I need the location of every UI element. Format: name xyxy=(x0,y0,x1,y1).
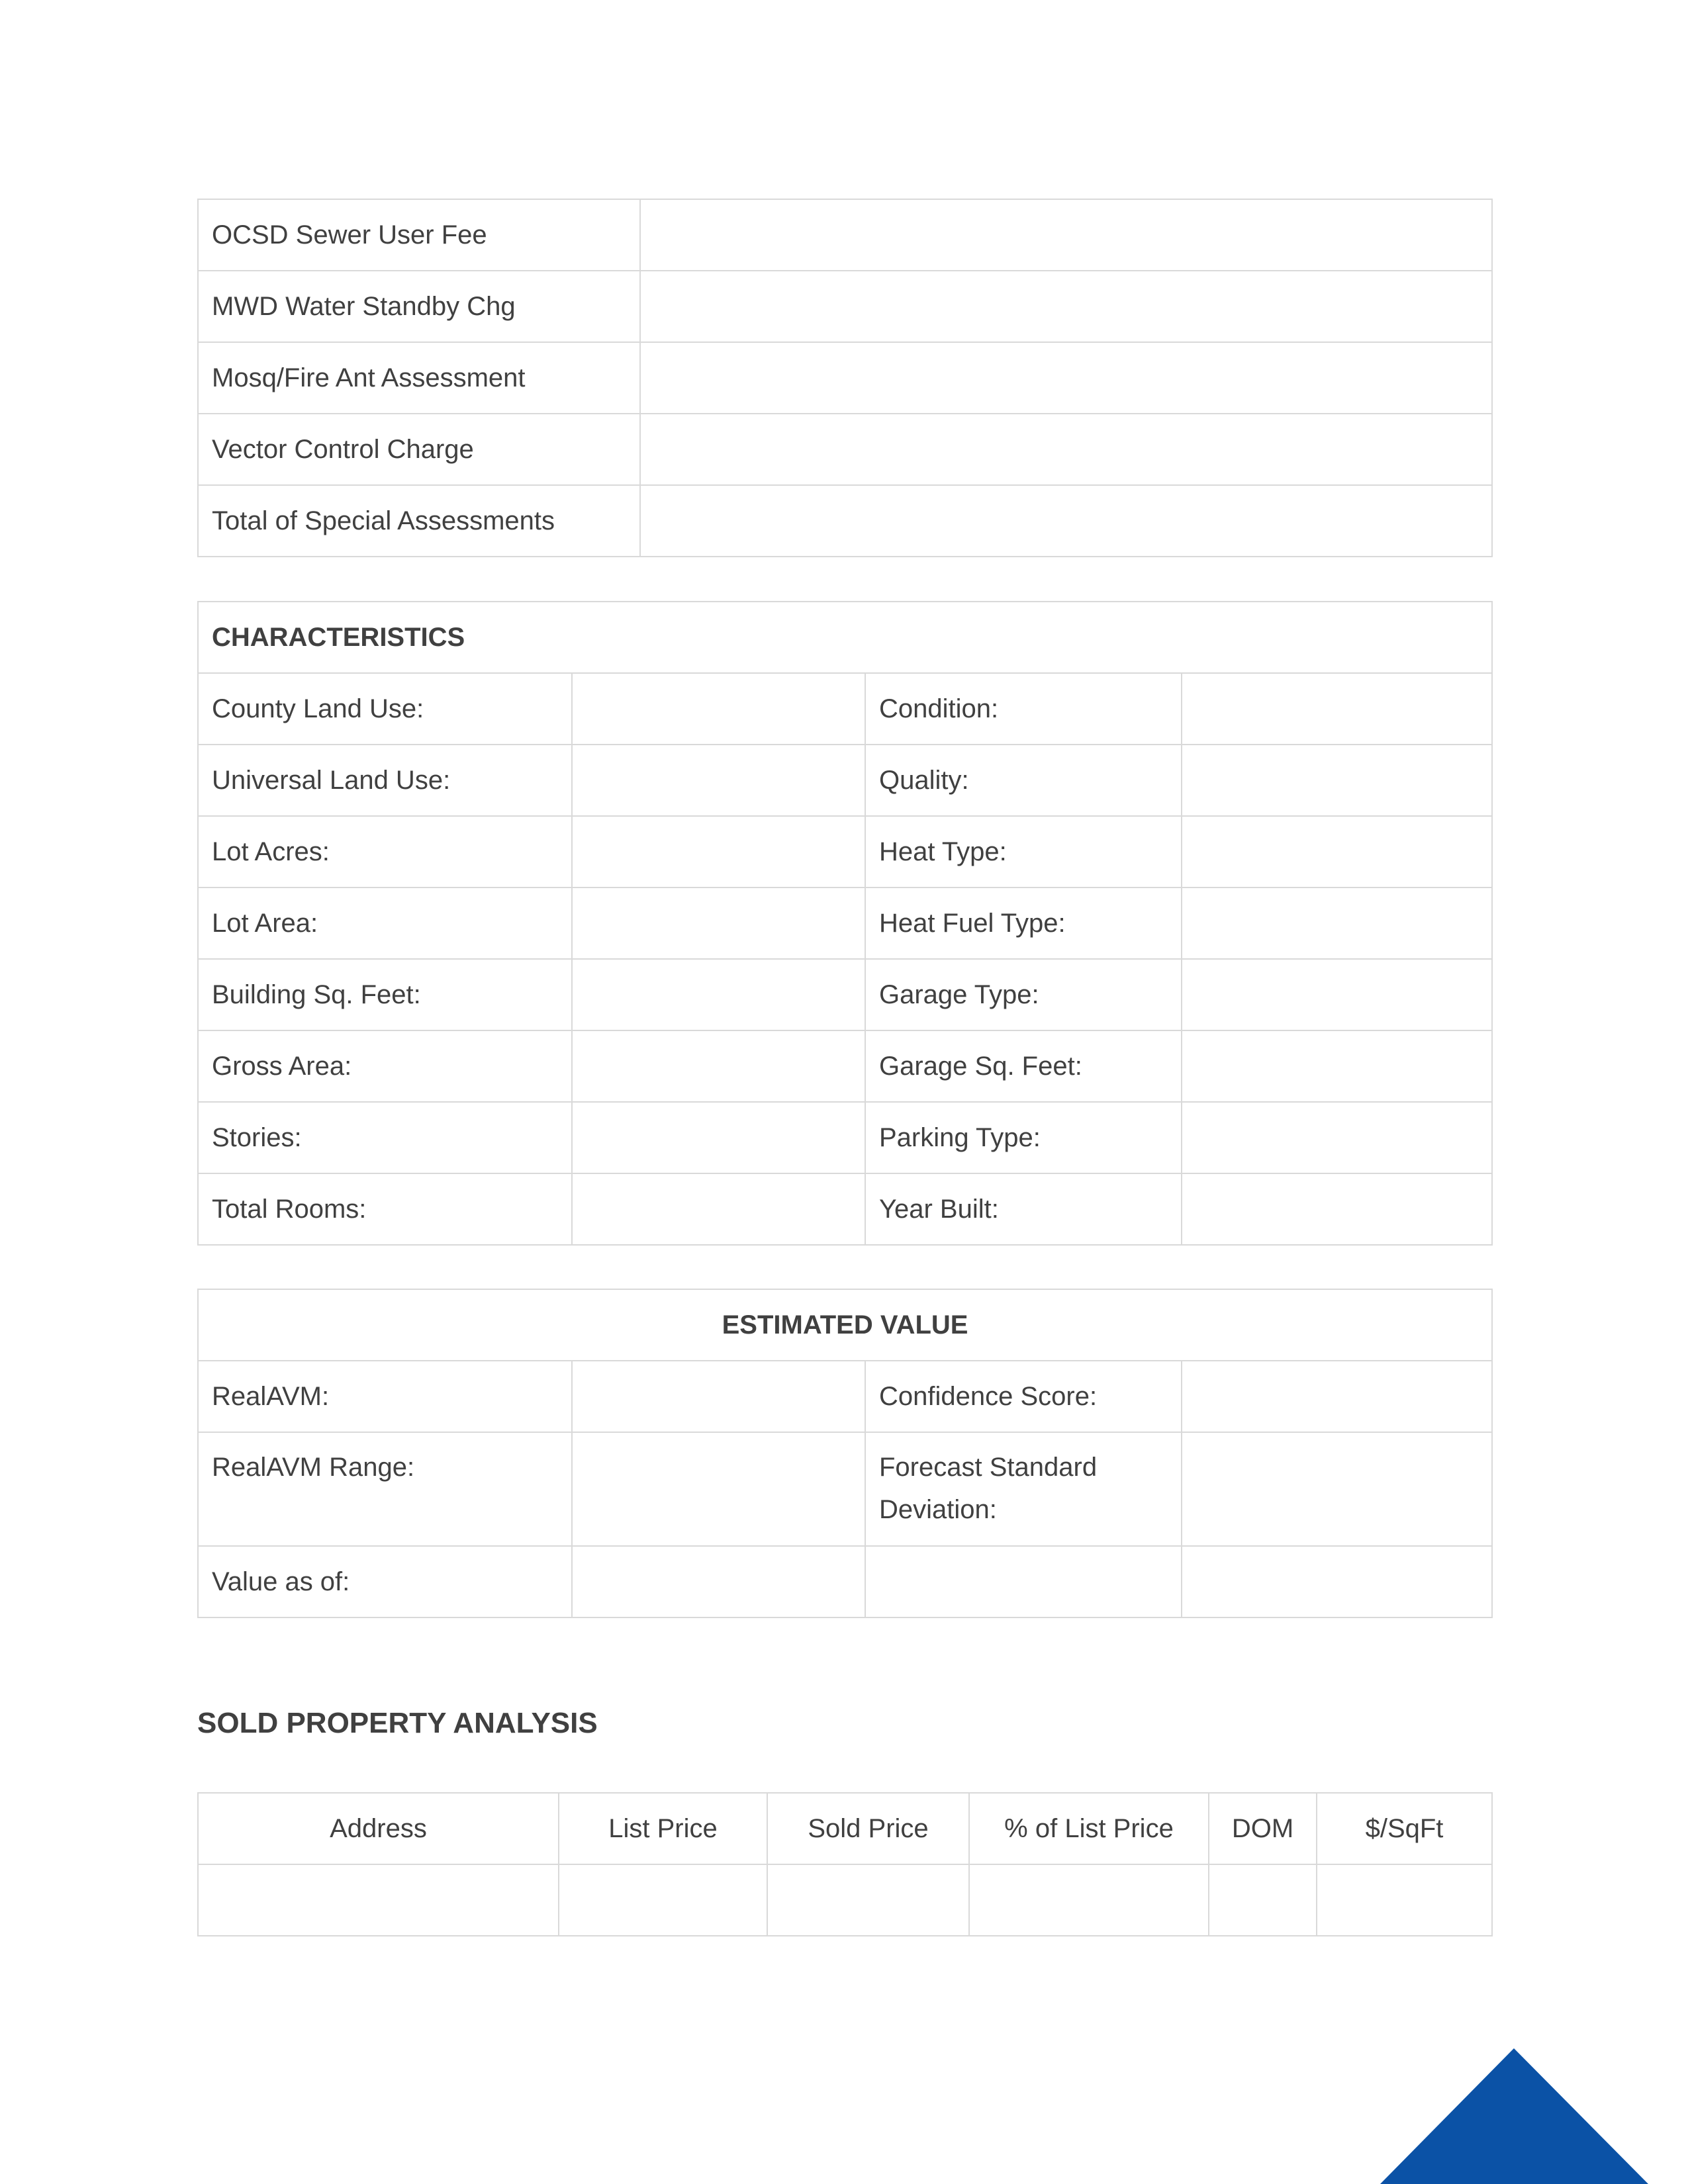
table-row xyxy=(198,342,1492,414)
assessment-value xyxy=(640,414,1492,485)
table-row xyxy=(198,1546,1492,1617)
characteristic-label: Quality: xyxy=(865,745,1182,816)
table-row xyxy=(198,959,1492,1030)
table-row xyxy=(198,887,1492,959)
table-row xyxy=(198,1864,1492,1936)
table-row xyxy=(198,414,1492,485)
characteristic-label: Heat Type: xyxy=(865,816,1182,887)
column-header-address: Address xyxy=(198,1793,559,1864)
characteristics-title: CHARACTERISTICS xyxy=(198,602,1492,673)
table-row xyxy=(198,485,1492,557)
table-header-row xyxy=(198,602,1492,673)
column-header-percent-of-list: % of List Price xyxy=(969,1793,1209,1864)
assessment-value xyxy=(640,485,1492,557)
assessment-label: Total of Special Assessments xyxy=(198,485,640,557)
estimate-value xyxy=(572,1361,865,1432)
table-cell xyxy=(198,1864,559,1936)
estimated-value-table xyxy=(197,1289,1493,1618)
table-cell xyxy=(767,1864,969,1936)
table-row xyxy=(198,1432,1492,1546)
sold-property-table xyxy=(197,1792,1493,1936)
table-row xyxy=(198,745,1492,816)
column-header-list-price: List Price xyxy=(559,1793,767,1864)
assessment-value xyxy=(640,199,1492,271)
characteristic-label: Lot Area: xyxy=(198,887,572,959)
assessment-value xyxy=(640,271,1492,342)
characteristic-value xyxy=(1182,1173,1492,1245)
characteristic-label: Stories: xyxy=(198,1102,572,1173)
table-row xyxy=(198,271,1492,342)
estimate-value xyxy=(572,1432,865,1546)
characteristic-label: Garage Type: xyxy=(865,959,1182,1030)
special-assessments-table xyxy=(197,199,1493,557)
table-header-row xyxy=(198,1289,1492,1361)
characteristic-label: Year Built: xyxy=(865,1173,1182,1245)
table-row xyxy=(198,1361,1492,1432)
characteristic-label: Gross Area: xyxy=(198,1030,572,1102)
table-row xyxy=(198,673,1492,745)
estimate-label: RealAVM Range: xyxy=(198,1432,572,1546)
characteristic-value xyxy=(572,1102,865,1173)
assessment-label: OCSD Sewer User Fee xyxy=(198,199,640,271)
estimate-label: Value as of: xyxy=(198,1546,572,1617)
characteristic-label: Building Sq. Feet: xyxy=(198,959,572,1030)
estimate-value xyxy=(572,1546,865,1617)
characteristic-label: Total Rooms: xyxy=(198,1173,572,1245)
characteristic-value xyxy=(1182,887,1492,959)
table-cell xyxy=(969,1864,1209,1936)
assessment-label: Vector Control Charge xyxy=(198,414,640,485)
table-cell xyxy=(559,1864,767,1936)
characteristic-value xyxy=(572,959,865,1030)
characteristic-value xyxy=(1182,1102,1492,1173)
characteristic-label: Heat Fuel Type: xyxy=(865,887,1182,959)
characteristic-value xyxy=(572,1030,865,1102)
characteristics-table xyxy=(197,601,1493,1246)
decorative-triangle-shape xyxy=(1380,2048,1648,2184)
characteristic-value xyxy=(1182,745,1492,816)
characteristic-value xyxy=(1182,673,1492,745)
characteristic-value xyxy=(1182,816,1492,887)
estimate-value xyxy=(1182,1546,1492,1617)
characteristic-value xyxy=(572,673,865,745)
characteristic-label: Garage Sq. Feet: xyxy=(865,1030,1182,1102)
estimate-value xyxy=(1182,1432,1492,1546)
estimate-label xyxy=(865,1546,1182,1617)
characteristic-label: Parking Type: xyxy=(865,1102,1182,1173)
characteristic-value xyxy=(572,816,865,887)
estimate-value xyxy=(1182,1361,1492,1432)
estimate-label: Confidence Score: xyxy=(865,1361,1182,1432)
table-row xyxy=(198,199,1492,271)
assessment-label: Mosq/Fire Ant Assessment xyxy=(198,342,640,414)
characteristic-value xyxy=(1182,959,1492,1030)
estimated-value-title: ESTIMATED VALUE xyxy=(198,1289,1492,1361)
characteristic-value xyxy=(572,1173,865,1245)
characteristic-label: Condition: xyxy=(865,673,1182,745)
characteristic-value xyxy=(572,887,865,959)
column-header-dom: DOM xyxy=(1209,1793,1317,1864)
assessment-value xyxy=(640,342,1492,414)
characteristic-value xyxy=(572,745,865,816)
column-header-price-per-sqft: $/SqFt xyxy=(1317,1793,1492,1864)
table-row xyxy=(198,1173,1492,1245)
characteristic-label: Universal Land Use: xyxy=(198,745,572,816)
column-header-sold-price: Sold Price xyxy=(767,1793,969,1864)
table-cell xyxy=(1317,1864,1492,1936)
sold-property-analysis-heading: SOLD PROPERTY ANALYSIS xyxy=(197,1707,598,1739)
assessment-label: MWD Water Standby Chg xyxy=(198,271,640,342)
estimate-label: RealAVM: xyxy=(198,1361,572,1432)
estimate-label: Forecast Standard Deviation: xyxy=(865,1432,1182,1546)
characteristic-label: County Land Use: xyxy=(198,673,572,745)
characteristic-label: Lot Acres: xyxy=(198,816,572,887)
characteristic-value xyxy=(1182,1030,1492,1102)
table-cell xyxy=(1209,1864,1317,1936)
table-row xyxy=(198,1030,1492,1102)
table-row xyxy=(198,1102,1492,1173)
table-row xyxy=(198,816,1492,887)
table-header-row xyxy=(198,1793,1492,1864)
triangle-shape xyxy=(1380,2048,1648,2184)
